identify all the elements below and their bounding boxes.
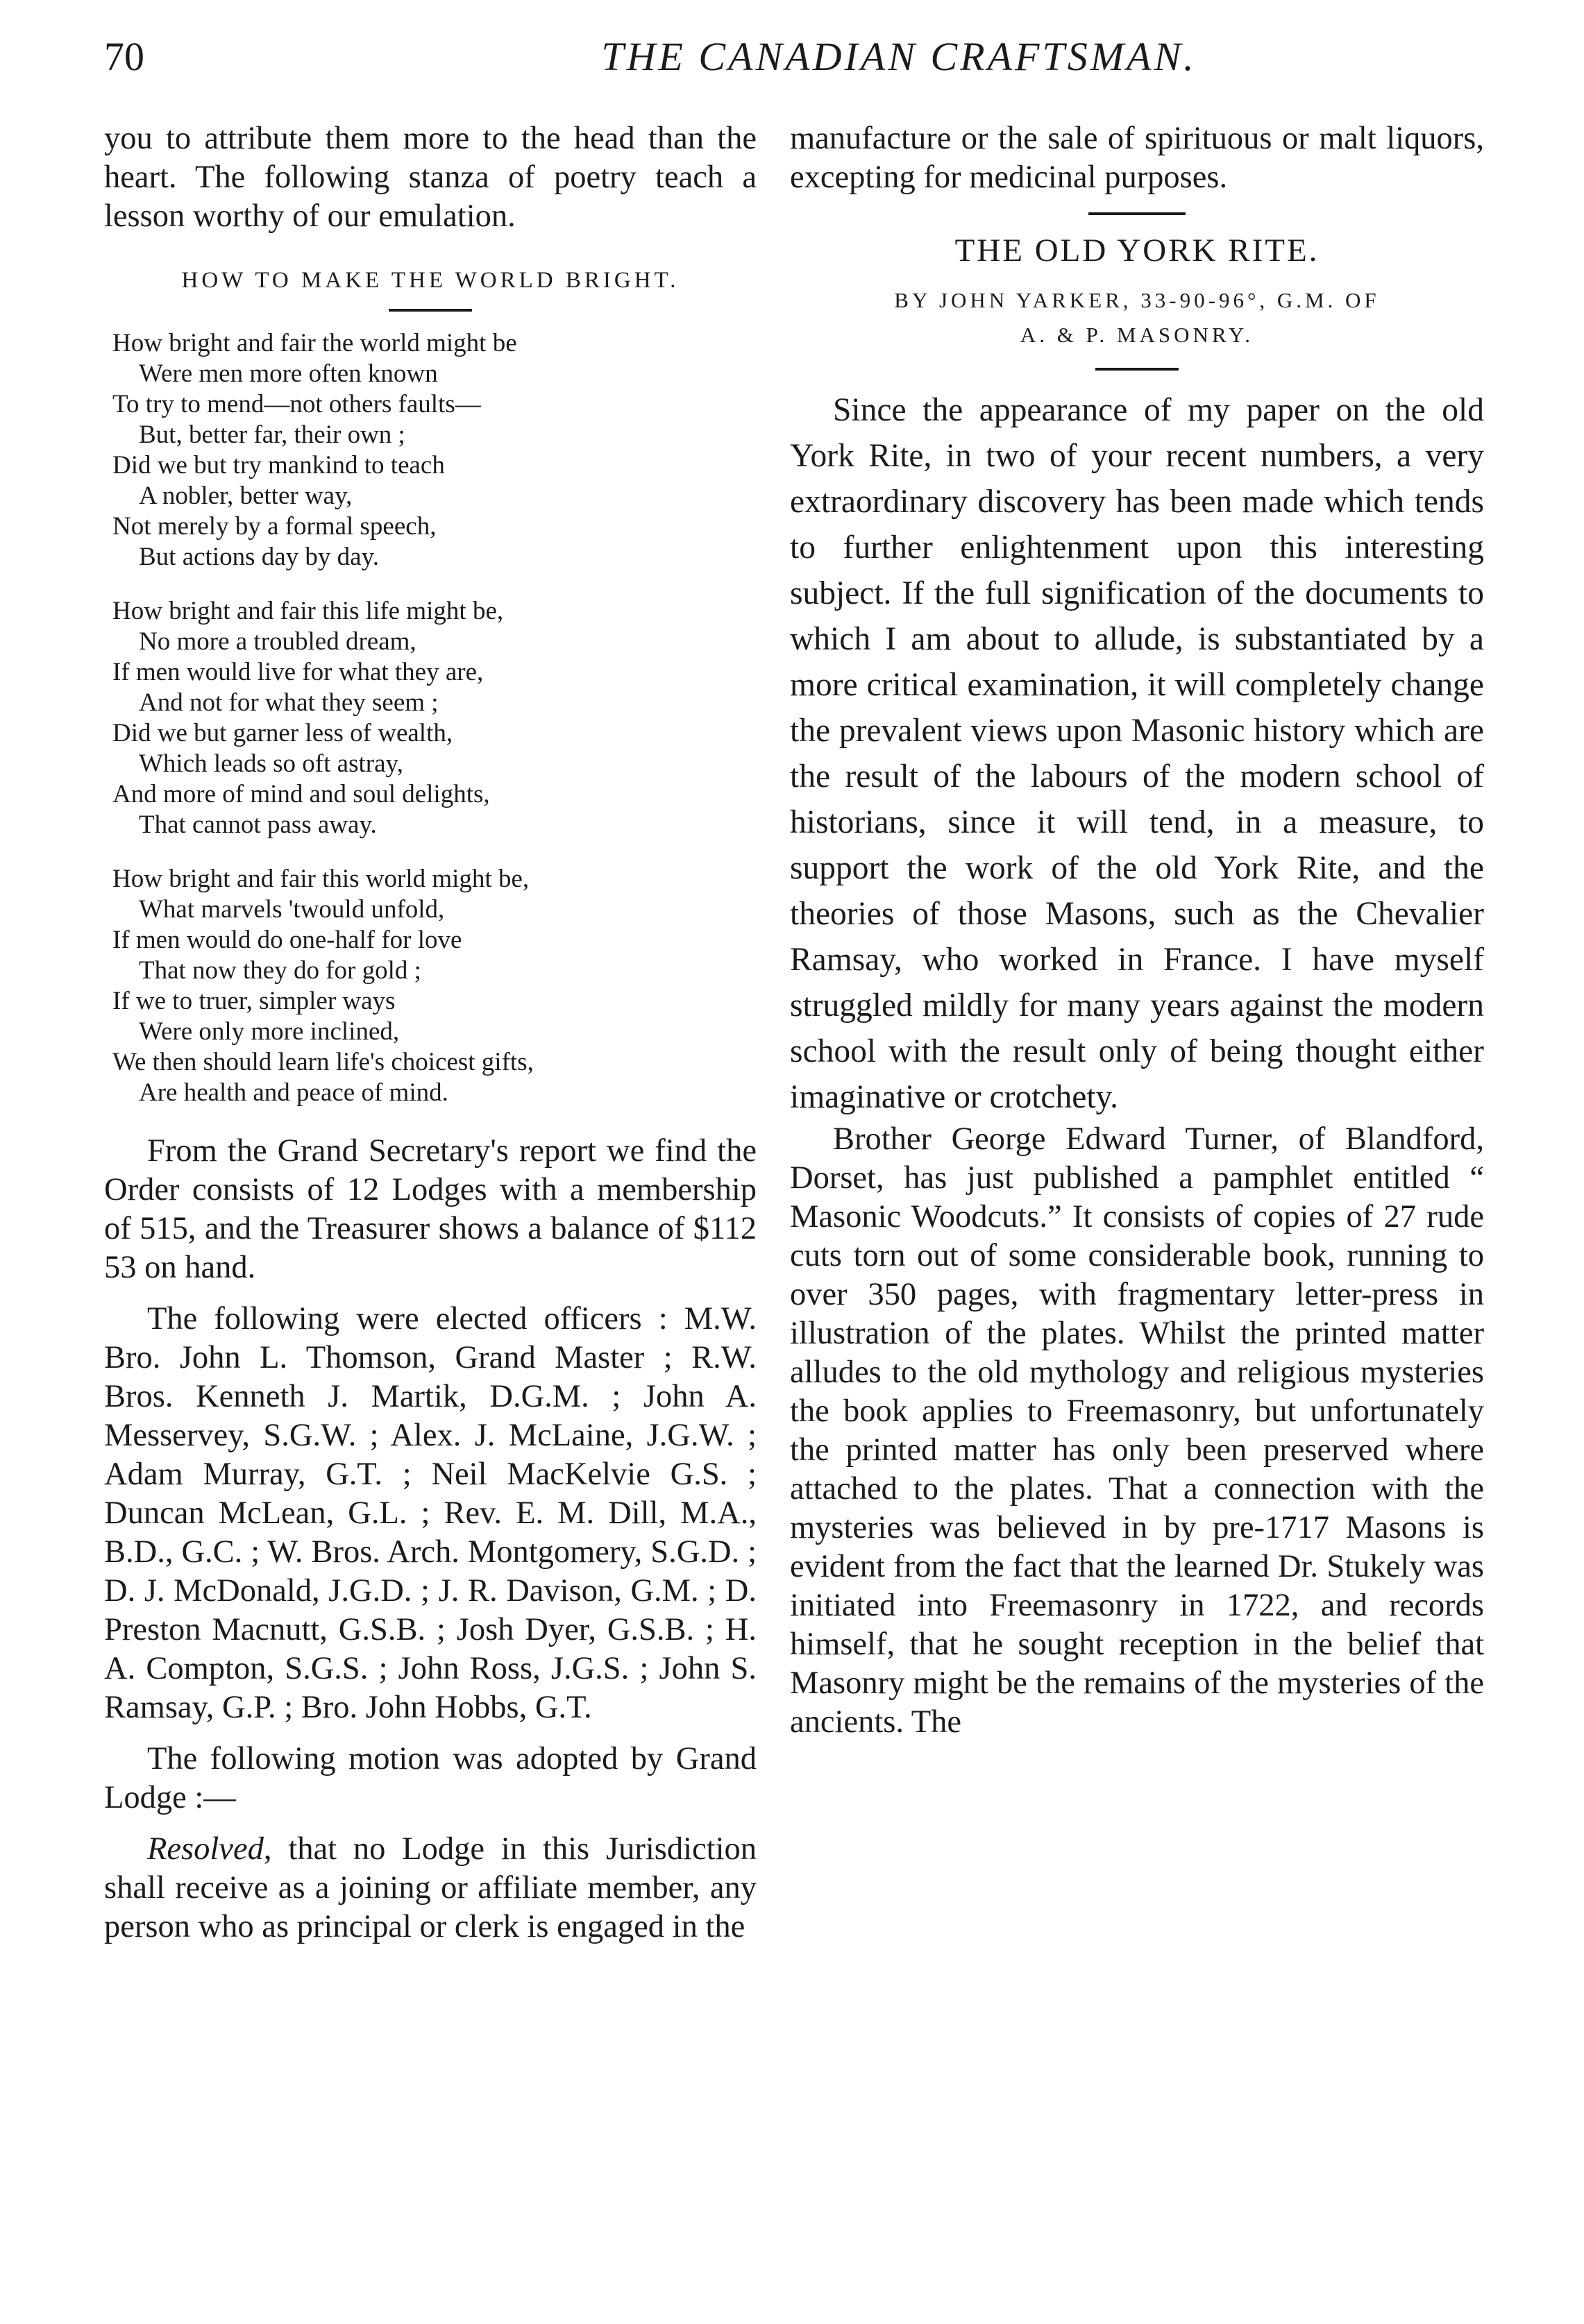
resolution-paragraph [104,1830,757,1946]
section-rule [1088,212,1186,215]
article-byline-continued: A. & P. MASONRY. [1020,323,1254,347]
poem-title: HOW TO MAKE THE WORLD BRIGHT. [181,268,680,293]
verse-line: But actions day by day. [139,543,379,571]
poem-title-rule [389,309,472,312]
verse-line: But, better far, their own ; [139,421,405,449]
verse-line: If men would do one-half for love [112,926,462,954]
verse-line: How bright and fair this life might be, [112,597,504,625]
verse-line: To try to mend—not others faults— [112,390,481,418]
poem-stanza-1 [104,328,757,572]
motion-intro-paragraph: The following motion was adopted by Grand Lodge :— [104,1741,757,1815]
verse-line: A nobler, better way, [139,482,353,510]
right-column [790,119,1484,1742]
resolved-word: Resolved [147,1831,264,1867]
verse-line: And more of mind and soul delights, [112,780,490,808]
verse-line: Did we but try mankind to teach [112,451,445,480]
continuation-paragraph: manufacture or the sale of spirituous or malt liquors, excepting for medicinal purposes. [790,121,1484,195]
verse-line: Not merely by a formal speech, [112,512,437,541]
verse-line: No more a troubled dream, [139,627,416,656]
verse-line: What marvels 'twould unfold, [139,895,445,924]
byline-rule [1095,368,1179,371]
report-paragraph: From the Grand Secretary's report we find the Order consists of 12 Lodges with a membership of 515, and the Treasurer shows a balance of $112 53 on hand. [104,1133,757,1285]
verse-line: Did we but garner less of wealth, [112,719,453,747]
verse-line: That cannot pass away. [139,811,377,839]
verse-line: How bright and fair this world might be, [112,865,530,893]
intro-paragraph: you to attribute them more to the head than the heart. The following stanza of poetry teach a lesson worthy of our emulation. [104,121,757,234]
left-column [104,119,757,1946]
verse-line: And not for what they seem ; [139,688,439,717]
poem-stanza-2 [104,596,757,840]
article-byline: BY JOHN YARKER, 33-90-96°, G.M. OF [894,288,1380,312]
verse-line: That now they do for gold ; [139,956,421,985]
page-number: 70 [104,34,144,79]
running-title: THE CANADIAN CRAFTSMAN. [601,34,1197,79]
resolution-text: , that no Lodge in this Jurisdiction shall receive as a joining or affiliate member, any person who as principal or clerk is engaged in the [104,1831,757,1944]
article-paragraph-2: Brother George Edward Turner, of Blandford, Dorset, has just published a pamphlet entitled “ Masonic Woodcuts.” It consists of copies of 27 rude cuts torn out of some considerable book, running to over 350 pages, with fragmentary letter-press in illustration of the plates. Whilst the printed matter alludes to the old mythology and religious mysteries the book applies to Freemasonry, but unfortunately the printed matter has only been preserved where attached to the plates. That a connection with the mysteries was believed in by pre-1717 Masons is evident from the fact that the learned Dr. Stukely was initiated into Freemasonry in 1722, and records himself, that he sought reception in the belief that Masonry might be the remains of the mysteries of the ancients. The [790,1121,1484,1740]
verse-line: Are health and peace of mind. [139,1078,448,1107]
verse-line: Were only more inclined, [139,1017,400,1046]
article-paragraph-1: Since the appearance of my paper on the old York Rite, in two of your recent numbers, a very extraordinary discovery has been made which tends to further enlightenment upon this interesting subject. If the full signification of the documents to which I am about to allude, is substantiated by a more critical examination, it will completely change the prevalent views upon Masonic history which are the result of the labours of the modern school of historians, since it will tend, in a measure, to support the work of the old York Rite, and the theories of those Masons, such as the Chevalier Ramsay, who worked in France. I have myself struggled mildly for many years against the modern school with the result only of being thought either imaginative or crotchety. [790,392,1484,1115]
verse-line: If we to truer, simpler ways [112,987,396,1015]
verse-line: How bright and fair the world might be [112,329,517,357]
article-title: THE OLD YORK RITE. [954,232,1320,269]
poem-stanza-3 [104,864,757,1108]
verse-line: Which leads so oft astray, [139,749,403,778]
officers-paragraph: The following were elected officers : M.W. Bro. John L. Thomson, Grand Master ; R.W. Bros. Kenneth J. Martik, D.G.M. ; John A. Messervey, S.G.W. ; Alex. J. McLaine, J.G.W. ; Adam Murray, G.T. ; Neil MacKelvie G.S. ; Duncan McLean, G.L. ; Rev. E. M. Dill, M.A., B.D., G.C. ; W. Bros. Arch. Montgomery, S.G.D. ; D. J. McDonald, J.G.D. ; J. R. Davison, G.M. ; D. Preston Macnutt, G.S.B. ; Josh Dyer, G.S.B. ; H. A. Compton, S.G.S. ; John Ross, J.G.S. ; John S. Ramsay, G.P. ; Bro. John Hobbs, G.T. [104,1301,757,1725]
verse-line: Were men more often known [139,359,438,388]
verse-line: If men would live for what they are, [112,658,484,686]
verse-line: We then should learn life's choicest gifts, [112,1048,534,1076]
